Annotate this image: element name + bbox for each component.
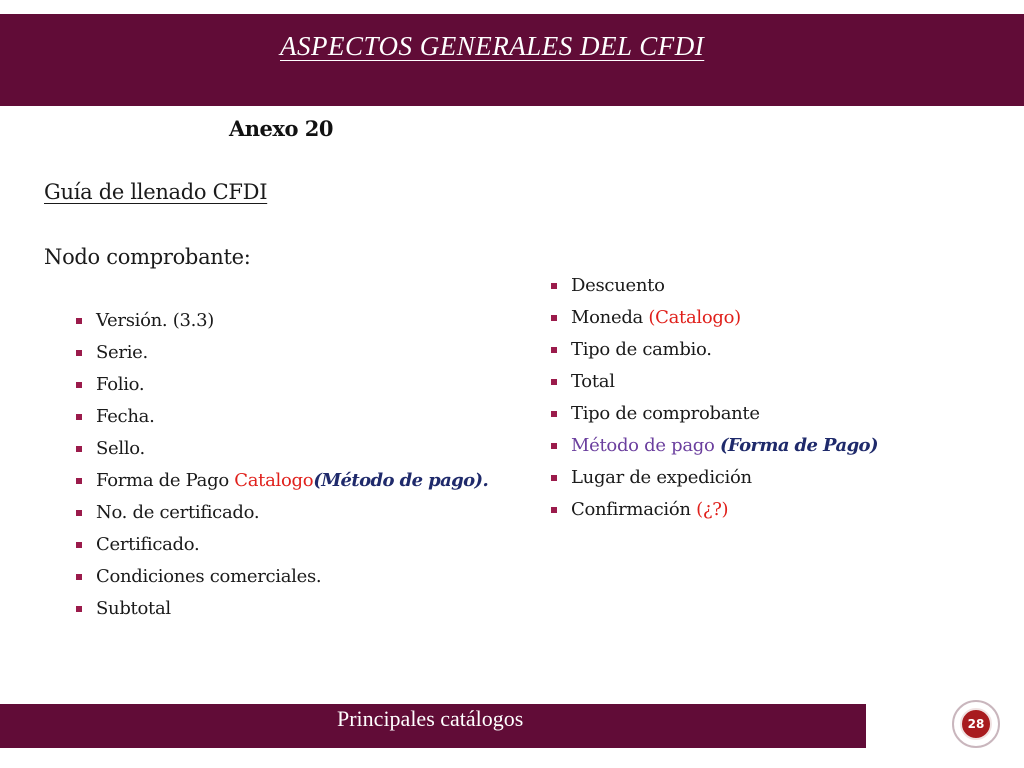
list-item-text: Folio. <box>96 374 145 395</box>
list-item-text: Sello. <box>96 438 145 459</box>
footer-title: Principales catálogos <box>337 706 524 731</box>
square-bullet-icon <box>76 446 82 452</box>
left-bullet-list <box>76 309 488 629</box>
list-item-text: Tipo de cambio. <box>571 339 712 360</box>
list-item-text: Serie. <box>96 342 148 363</box>
node-heading: Nodo comprobante: <box>44 245 251 269</box>
list-item-text: Lugar de expedición <box>571 467 752 488</box>
list-item-text: Versión. (3.3) <box>96 310 214 331</box>
square-bullet-icon <box>76 478 82 484</box>
list-item-lugar-expedicion <box>551 466 878 498</box>
square-bullet-icon <box>76 414 82 420</box>
square-bullet-icon <box>551 379 557 385</box>
list-item-text: Certificado. <box>96 534 200 555</box>
square-bullet-icon <box>551 315 557 321</box>
square-bullet-icon <box>551 411 557 417</box>
square-bullet-icon <box>551 347 557 353</box>
catalog-highlight: Catalogo <box>234 470 314 491</box>
list-item-moneda <box>551 306 878 338</box>
list-item-text: Condiciones comerciales. <box>96 566 322 587</box>
list-item-subtotal <box>76 597 488 629</box>
square-bullet-icon <box>76 574 82 580</box>
list-item-text: Tipo de comprobante <box>571 403 760 424</box>
list-item-tipo-comprobante <box>551 402 878 434</box>
page-number: 28 <box>960 708 992 740</box>
square-bullet-icon <box>551 443 557 449</box>
guide-subtitle: Guía de llenado CFDI <box>44 180 268 204</box>
square-bullet-icon <box>76 350 82 356</box>
catalog-highlight: (Catalogo) <box>648 307 741 328</box>
page-number-badge <box>952 700 1000 748</box>
right-bullet-list <box>551 274 878 530</box>
list-item-text: Subtotal <box>96 598 171 619</box>
annex-heading: Anexo 20 <box>229 116 333 141</box>
slide-title: ASPECTOS GENERALES DEL CFDI <box>280 31 705 61</box>
list-item-condiciones <box>76 565 488 597</box>
list-item-descuento <box>551 274 878 306</box>
list-item-text: Forma de Pago <box>96 470 235 491</box>
list-item-folio <box>76 373 488 405</box>
square-bullet-icon <box>76 510 82 516</box>
list-item-sello <box>76 437 488 469</box>
list-item-confirmacion <box>551 498 878 530</box>
list-item-no-certificado <box>76 501 488 533</box>
list-item-text: No. de certificado. <box>96 502 260 523</box>
list-item-tipo-cambio <box>551 338 878 370</box>
square-bullet-icon <box>551 283 557 289</box>
square-bullet-icon <box>76 606 82 612</box>
list-item-certificado <box>76 533 488 565</box>
list-item-text: Moneda <box>571 307 649 328</box>
list-item-total <box>551 370 878 402</box>
list-item-fecha <box>76 405 488 437</box>
payment-form-note: (Forma de Pago) <box>719 435 878 456</box>
question-highlight: (¿?) <box>696 499 729 520</box>
square-bullet-icon <box>551 507 557 513</box>
list-item-forma-de-pago <box>76 469 488 501</box>
list-item-text: Descuento <box>571 275 665 296</box>
list-item-metodo-pago <box>551 434 878 466</box>
method-note: (Método de pago). <box>313 470 489 491</box>
square-bullet-icon <box>76 382 82 388</box>
list-item-text: Confirmación <box>571 499 697 520</box>
square-bullet-icon <box>551 475 557 481</box>
list-item-version <box>76 309 488 341</box>
square-bullet-icon <box>76 318 82 324</box>
square-bullet-icon <box>76 542 82 548</box>
method-highlight: Método de pago <box>571 435 720 456</box>
list-item-serie <box>76 341 488 373</box>
list-item-text: Fecha. <box>96 406 155 427</box>
list-item-text: Total <box>571 371 615 392</box>
